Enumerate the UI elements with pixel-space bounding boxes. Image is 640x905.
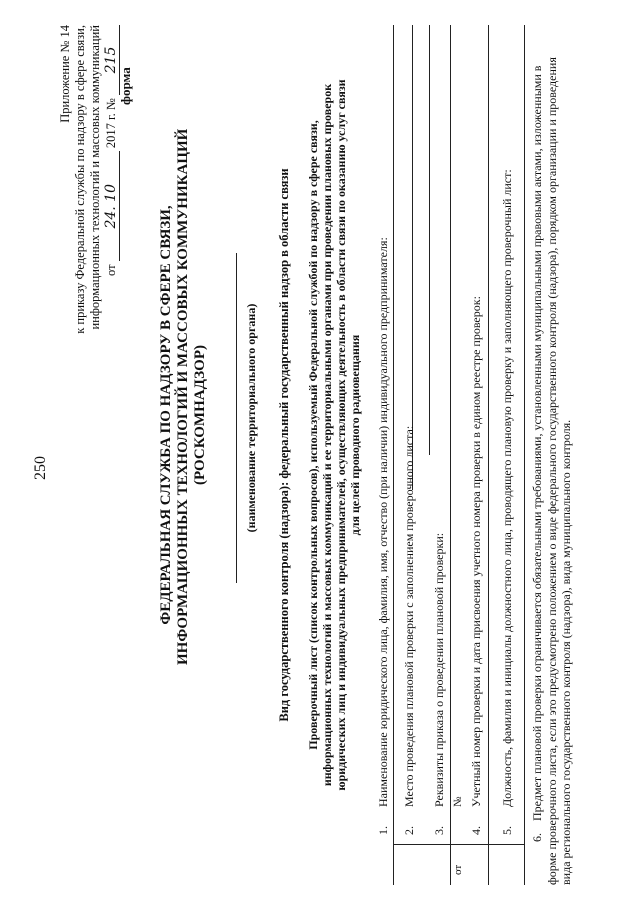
checklist-line1: Проверочный лист (список контрольных вопросов), используемый Федеральной службой по надзору в сфере связи, <box>306 120 320 750</box>
question-number: 2. <box>402 826 416 835</box>
answer-line-2 <box>429 25 430 455</box>
agency-name <box>158 128 209 665</box>
question-number: 5. <box>500 826 514 835</box>
order-number-label: № <box>452 796 464 807</box>
question-6 <box>530 50 574 885</box>
control-type: Вид государственного контроля (надзора): федеральный государственный надзор в области связи <box>277 168 291 722</box>
question-text: Реквизиты приказа о проведении плановой проверки: <box>432 532 446 807</box>
question-text: Наименование юридического лица, фамилия, имя, отчество (при наличии) индивидуального предпринимателя: <box>376 237 390 807</box>
form-label: форма <box>118 67 133 105</box>
checklist-line4: для целей проводного радиовещания <box>348 334 362 536</box>
handwritten-number: 215 <box>104 25 120 95</box>
territorial-underline <box>236 253 237 583</box>
checklist-title <box>306 25 362 845</box>
date-prefix: от <box>104 264 118 276</box>
checklist-line2: информационных технологий и массовых коммуникаций и ее территориальными органами при проведении плановых проверок <box>320 83 334 787</box>
question-number: 1. <box>376 826 390 835</box>
answer-line-4 <box>488 25 489 885</box>
checklist-line3: юридических лиц и индивидуальных предпринимателей, осуществляющих деятельность в области связи по оказанию услуг связи <box>334 79 348 791</box>
agency-line2: ИНФОРМАЦИОННЫХ ТЕХНОЛОГИЙ И МАССОВЫХ КОММУНИКАЦИЙ <box>175 128 191 665</box>
question-number: 3. <box>432 826 446 835</box>
question-text: Должность, фамилия и инициалы должностного лица, проводящего плановую проверку и заполняющего проверочный лист: <box>500 169 514 807</box>
question-6-number: 6. <box>530 833 544 842</box>
question-text: Место проведения плановой проверки с заполнением проверочного листа: <box>402 425 416 807</box>
question-6-text: Предмет плановой проверки ограничивается обязательными требованиями, установленными муниципальными правовыми актами, изложенными в форме проверочного листа, если это предусмотрено положением о виде федерального государственного контроля (надзора), порядком организации и проведения вида регионального государственного контроля (надзора), вида муниципального контроля. <box>530 57 573 885</box>
agency-line1: ФЕДЕРАЛЬНАЯ СЛУЖБА ПО НАДЗОРУ В СФЕРЕ СВЯЗИ, <box>158 205 174 625</box>
appendix-order-line2: информационных технологий и массовых коммуникаций <box>88 25 102 330</box>
question-number: 4. <box>469 826 483 835</box>
territorial-label: (наименование территориального органа) <box>244 303 258 533</box>
order-from-label: от <box>452 864 464 875</box>
year-text: 2017 г. № <box>104 98 118 149</box>
appendix-title: Приложение № 14 <box>58 25 72 123</box>
answer-line-1 <box>412 25 413 490</box>
page-number: 250 <box>32 456 49 480</box>
table-top-line <box>393 25 394 885</box>
handwritten-date: 24. 10 <box>104 151 120 261</box>
answer-line-5 <box>524 25 525 885</box>
appendix-order-line1: к приказу Федеральной службы по надзору в сфере связи, <box>73 25 87 334</box>
number-column-divider <box>393 844 524 845</box>
question-text: Учетный номер проверки и дата присвоения учетного номера проверки в едином реестре проверок: <box>469 296 483 807</box>
order-line <box>450 25 451 885</box>
agency-line3: (РОСКОМНАДЗОР) <box>192 344 208 486</box>
